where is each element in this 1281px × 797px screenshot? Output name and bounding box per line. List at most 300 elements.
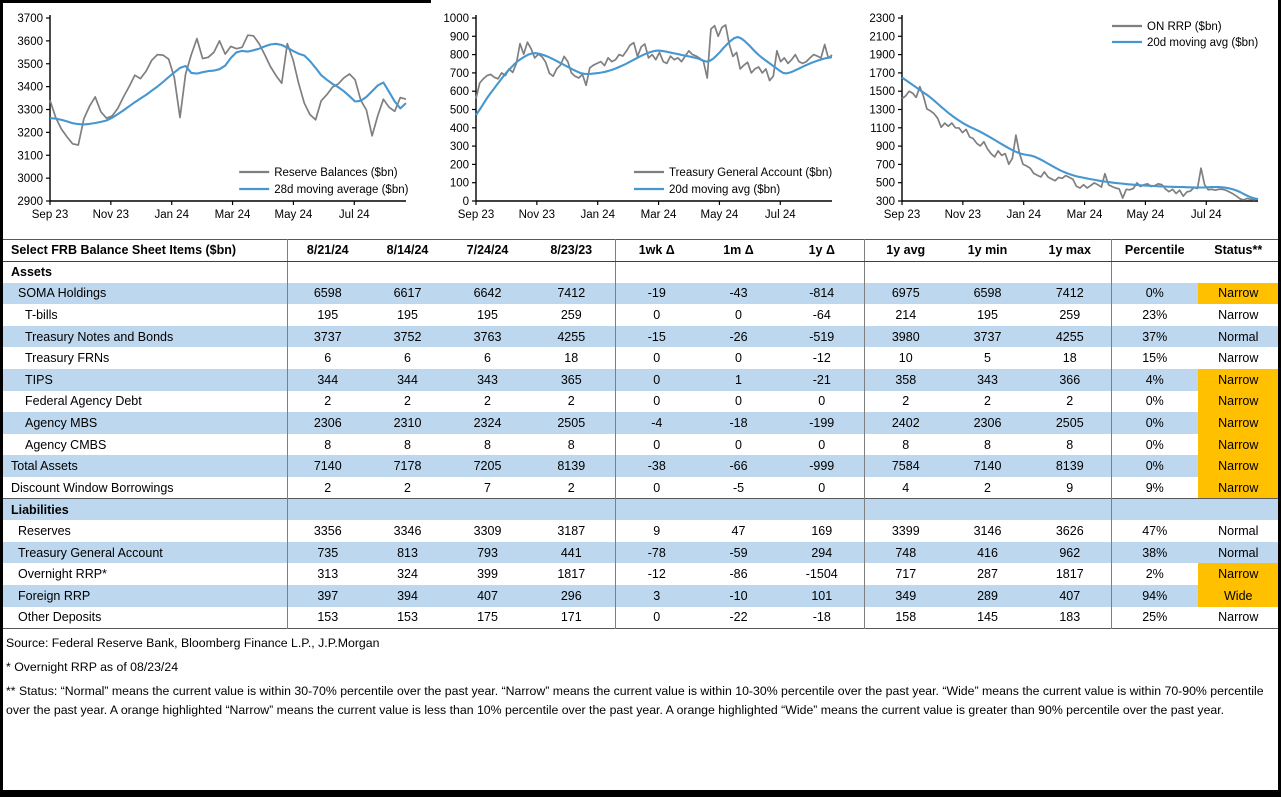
empty-cell — [947, 499, 1029, 521]
x-tick-label: May 24 — [274, 209, 313, 221]
empty-cell — [1198, 499, 1280, 521]
chart-on-rrp — [854, 5, 1280, 237]
value-cell: 37% — [1112, 326, 1198, 348]
value-cell: 0% — [1145, 394, 1164, 409]
empty-cell — [865, 261, 947, 283]
value-cell: 344 — [368, 369, 448, 391]
y-tick-label: 1100 — [870, 122, 895, 135]
value-cell: 259 — [1029, 304, 1112, 326]
legend-label: 28d moving average ($bn) — [274, 184, 409, 196]
value-cell: 171 — [528, 607, 616, 629]
x-tick-label: Mar 24 — [214, 209, 251, 221]
value-cell: 195 — [977, 308, 998, 323]
column-header: 1y avg — [865, 240, 947, 262]
value-cell: 0% — [1112, 412, 1198, 434]
value-cell: 0 — [653, 351, 661, 366]
table-row — [3, 520, 1280, 542]
value-cell: 324 — [397, 567, 418, 582]
value-cell: 962 — [1029, 542, 1112, 564]
value-cell: 9 — [653, 524, 661, 539]
value-cell: 349 — [865, 585, 947, 607]
value-cell: 5 — [984, 351, 991, 366]
empty-cell — [1112, 261, 1198, 283]
empty-cell — [368, 261, 448, 283]
value-cell: 8 — [1029, 434, 1112, 456]
value-cell: 287 — [977, 567, 998, 582]
value-cell: 416 — [947, 542, 1029, 564]
status-cell: Narrow — [1218, 351, 1259, 366]
row-label: Agency CMBS — [3, 434, 288, 456]
value-cell: 2 — [902, 394, 910, 409]
value-cell: -66 — [698, 455, 780, 477]
empty-cell — [780, 261, 865, 283]
value-cell: 813 — [368, 542, 448, 564]
value-cell: 407 — [448, 585, 528, 607]
column-header: Percentile — [1112, 240, 1198, 262]
value-cell: 183 — [1029, 607, 1112, 629]
y-tick-label: 800 — [449, 49, 469, 62]
value-cell: 394 — [368, 585, 448, 607]
value-cell: 6642 — [448, 283, 528, 305]
value-cell: 793 — [448, 542, 528, 564]
row-label: Treasury General Account — [3, 542, 288, 564]
y-tick-label: 200 — [449, 159, 469, 172]
legend-label: ON RRP ($bn) — [1147, 21, 1222, 33]
table-row — [3, 283, 1280, 305]
row-label: Foreign RRP — [3, 585, 288, 607]
y-tick-label: 500 — [875, 177, 895, 190]
value-cell: 25% — [1142, 610, 1168, 625]
source-note: Source: Federal Reserve Bank, Bloomberg Finance L.P., J.P.Morgan — [6, 635, 380, 650]
value-cell: 2505 — [1029, 412, 1112, 434]
empty-cell — [865, 499, 947, 521]
value-cell: 294 — [780, 542, 865, 564]
status-cell: Normal — [1218, 524, 1259, 539]
value-cell: 23% — [1142, 308, 1168, 323]
value-cell: -78 — [616, 542, 698, 564]
value-cell: 0 — [780, 391, 865, 413]
y-tick-label: 3300 — [17, 104, 43, 117]
table-header-row — [3, 240, 1280, 262]
value-cell: 8 — [902, 437, 910, 452]
balance-sheet-table — [2, 239, 1280, 629]
section-row — [3, 261, 1280, 283]
value-cell: 145 — [977, 610, 998, 625]
y-tick-label: 2300 — [869, 13, 895, 25]
value-cell: 3626 — [1029, 520, 1112, 542]
x-tick-label: Jul 24 — [1190, 209, 1222, 221]
value-cell: 8 — [404, 437, 411, 452]
y-tick-label: 700 — [875, 159, 895, 172]
value-cell: 3763 — [448, 326, 528, 348]
value-cell: 47 — [731, 524, 746, 539]
y-tick-label: 900 — [875, 141, 895, 154]
value-cell: 2505 — [528, 412, 616, 434]
value-cell: 6598 — [947, 283, 1029, 305]
value-cell: -64 — [780, 304, 865, 326]
value-cell: 0% — [1145, 437, 1164, 452]
empty-cell — [448, 499, 528, 521]
value-cell: -86 — [729, 567, 748, 582]
value-cell: 3187 — [528, 520, 616, 542]
reserve-balances-plot — [2, 5, 428, 237]
value-cell: 0 — [735, 308, 742, 323]
value-cell: 735 — [288, 542, 368, 564]
charts-row — [0, 0, 1281, 237]
value-cell: 0 — [653, 308, 661, 323]
chart-reserve-balances — [2, 5, 428, 237]
status-cell: Normal — [1198, 542, 1280, 564]
value-cell: 2 — [528, 477, 616, 499]
x-tick-label: Nov 23 — [518, 209, 556, 221]
table-row — [3, 477, 1280, 499]
status-cell: Wide — [1198, 585, 1280, 607]
x-tick-label: Sep 23 — [457, 209, 495, 221]
value-cell: -59 — [698, 542, 780, 564]
row-label: Treasury FRNs — [3, 347, 288, 369]
series-line — [476, 25, 832, 99]
value-cell: 3146 — [973, 524, 1002, 539]
y-tick-label: 3400 — [17, 81, 43, 94]
value-cell: -12 — [647, 567, 666, 582]
value-cell: 289 — [947, 585, 1029, 607]
value-cell: 344 — [288, 369, 368, 391]
value-cell: 8 — [984, 437, 991, 452]
empty-cell — [780, 499, 865, 521]
value-cell: 2 — [404, 394, 411, 409]
empty-cell — [528, 261, 616, 283]
value-cell: 2% — [1145, 567, 1164, 582]
value-cell: 101 — [780, 585, 865, 607]
value-cell: 0 — [653, 437, 661, 452]
value-cell: 343 — [448, 369, 528, 391]
series-line — [476, 37, 832, 115]
value-cell: -519 — [780, 326, 865, 348]
value-cell: 4255 — [1029, 326, 1112, 348]
y-tick-label: 300 — [449, 141, 469, 154]
table-row — [3, 607, 1280, 629]
value-cell: 313 — [317, 567, 339, 582]
y-tick-label: 1300 — [869, 104, 895, 117]
empty-cell — [698, 261, 780, 283]
chart-treasury-general-account — [428, 5, 854, 237]
value-cell: 365 — [528, 369, 616, 391]
value-cell: 717 — [895, 567, 917, 582]
section-row — [3, 499, 1280, 521]
x-tick-label: Mar 24 — [640, 209, 677, 221]
value-cell: 8139 — [1029, 455, 1112, 477]
x-tick-label: Jan 24 — [580, 209, 615, 221]
value-cell: 158 — [895, 610, 917, 625]
row-label: SOMA Holdings — [3, 283, 288, 305]
value-cell: 343 — [947, 369, 1029, 391]
value-cell: 2 — [528, 391, 616, 413]
status-cell: Narrow — [1218, 610, 1259, 625]
empty-cell — [1029, 499, 1112, 521]
status-cell: Narrow — [1198, 391, 1280, 413]
value-cell: 0% — [1112, 455, 1198, 477]
legend-label: 20d moving avg ($bn) — [669, 184, 781, 196]
value-cell: 8139 — [528, 455, 616, 477]
status-cell: Narrow — [1218, 308, 1259, 323]
column-header: 1y max — [1029, 240, 1112, 262]
row-label: Liabilities — [3, 499, 288, 521]
y-tick-label: 600 — [449, 86, 469, 99]
x-tick-label: Jan 24 — [154, 209, 189, 221]
empty-cell — [288, 261, 368, 283]
value-cell: 3399 — [891, 524, 920, 539]
table-row — [3, 434, 1280, 456]
status-cell: Narrow — [1198, 412, 1280, 434]
value-cell: 441 — [528, 542, 616, 564]
value-cell: 195 — [477, 308, 498, 323]
value-cell: 8 — [528, 434, 616, 456]
empty-cell — [448, 261, 528, 283]
value-cell: -22 — [729, 610, 748, 625]
value-cell: 7412 — [1029, 283, 1112, 305]
value-cell: -26 — [698, 326, 780, 348]
table-row — [3, 455, 1280, 477]
empty-cell — [947, 261, 1029, 283]
value-cell: 3752 — [368, 326, 448, 348]
y-tick-label: 3200 — [17, 127, 43, 140]
row-label: Other Deposits — [3, 607, 288, 629]
table-row — [3, 585, 1280, 607]
value-cell: 1 — [698, 369, 780, 391]
status-definition-note: ** Status: “Normal” means the current value is within 30-70% percentile over the past year. “Narrow” means the current value is within 10-30% percentile over the past year. “Wide” means the current value is within 70-90% percentile over the past year. A orange highlighted “Narrow” means the current value is less than 10% percentile over the past year. A orange highlighted “Wide” means the current value is greater than 90% percentile over the past year. — [6, 684, 1264, 718]
value-cell: 0 — [653, 610, 661, 625]
value-cell: 2 — [1029, 391, 1112, 413]
value-cell: 4255 — [528, 326, 616, 348]
value-cell: 4 — [902, 480, 910, 495]
value-cell: 169 — [780, 520, 865, 542]
value-cell: 2 — [324, 394, 332, 409]
value-cell: -814 — [780, 283, 865, 305]
value-cell: 7 — [484, 480, 491, 495]
value-cell: 0 — [780, 477, 865, 499]
y-tick-label: 300 — [875, 196, 895, 208]
table-row — [3, 347, 1280, 369]
value-cell: 366 — [1029, 369, 1112, 391]
value-cell: -15 — [616, 326, 698, 348]
column-header: Status** — [1198, 240, 1280, 262]
column-header: 1y min — [947, 240, 1029, 262]
series-line — [50, 35, 406, 145]
series-line — [902, 87, 1258, 200]
value-cell: 94% — [1112, 585, 1198, 607]
value-cell: 3737 — [288, 326, 368, 348]
y-tick-label: 0 — [462, 196, 469, 208]
row-label: Discount Window Borrowings — [3, 477, 288, 499]
empty-cell — [616, 499, 698, 521]
value-cell: 2 — [404, 480, 411, 495]
value-cell: -999 — [780, 455, 865, 477]
value-cell: 3309 — [473, 524, 502, 539]
value-cell: 7178 — [368, 455, 448, 477]
value-cell: 18 — [528, 347, 616, 369]
page-edge-bottom — [0, 790, 1281, 797]
empty-cell — [288, 499, 368, 521]
value-cell: 3 — [616, 585, 698, 607]
value-cell: 3980 — [865, 326, 947, 348]
row-label: Assets — [3, 261, 288, 283]
y-tick-label: 2900 — [17, 196, 43, 208]
x-tick-label: Sep 23 — [883, 209, 921, 221]
value-cell: 2310 — [368, 412, 448, 434]
value-cell: 6 — [404, 351, 411, 366]
value-cell: -38 — [616, 455, 698, 477]
empty-cell — [698, 499, 780, 521]
value-cell: 7205 — [448, 455, 528, 477]
status-cell: Narrow — [1198, 477, 1280, 499]
value-cell: 1817 — [528, 563, 616, 585]
empty-cell — [1112, 499, 1198, 521]
value-cell: 18 — [1029, 347, 1112, 369]
value-cell: 195 — [317, 308, 339, 323]
y-tick-label: 900 — [449, 31, 469, 44]
value-cell: 397 — [288, 585, 368, 607]
value-cell: 38% — [1112, 542, 1198, 564]
value-cell: 175 — [477, 610, 498, 625]
y-tick-label: 100 — [449, 177, 469, 190]
empty-cell — [1198, 261, 1280, 283]
status-cell: Narrow — [1198, 434, 1280, 456]
value-cell: 2306 — [288, 412, 368, 434]
treasury-general-account-plot — [428, 5, 854, 237]
row-label: Treasury Notes and Bonds — [3, 326, 288, 348]
value-cell: 2 — [984, 480, 991, 495]
value-cell: -19 — [616, 283, 698, 305]
table-row — [3, 304, 1280, 326]
value-cell: 0 — [653, 480, 661, 495]
table-row — [3, 369, 1280, 391]
footnotes — [6, 635, 1276, 721]
y-tick-label: 3100 — [17, 150, 43, 163]
value-cell: 2306 — [947, 412, 1029, 434]
value-cell: 9 — [1029, 477, 1112, 499]
value-cell: 2 — [984, 394, 991, 409]
value-cell: 407 — [1029, 585, 1112, 607]
y-tick-label: 400 — [449, 122, 469, 135]
on-rrp-plot — [854, 5, 1280, 237]
value-cell: 8 — [484, 437, 491, 452]
value-cell: 6 — [324, 351, 332, 366]
legend-label: Treasury General Account ($bn) — [669, 167, 833, 179]
legend-label: Reserve Balances ($bn) — [274, 167, 398, 179]
value-cell: 7140 — [947, 455, 1029, 477]
value-cell: 0% — [1112, 283, 1198, 305]
value-cell: 2402 — [865, 412, 947, 434]
legend-label: 20d moving avg ($bn) — [1147, 37, 1259, 49]
table-row — [3, 542, 1280, 564]
value-cell: 0 — [653, 394, 661, 409]
value-cell: 214 — [895, 308, 917, 323]
empty-cell — [368, 499, 448, 521]
value-cell: 195 — [397, 308, 418, 323]
value-cell: 0 — [780, 434, 865, 456]
column-header: 7/24/24 — [448, 240, 528, 262]
value-cell: 2 — [324, 480, 332, 495]
table-row — [3, 412, 1280, 434]
x-tick-label: Sep 23 — [31, 209, 69, 221]
column-header: 8/14/24 — [368, 240, 448, 262]
table-row — [3, 326, 1280, 348]
value-cell: 7584 — [865, 455, 947, 477]
value-cell: 399 — [477, 567, 498, 582]
value-cell: 3346 — [393, 524, 422, 539]
y-tick-label: 3000 — [17, 173, 43, 186]
row-label: Reserves — [3, 520, 288, 542]
row-label: Total Assets — [3, 455, 288, 477]
value-cell: 4% — [1112, 369, 1198, 391]
y-tick-label: 500 — [449, 104, 469, 117]
x-tick-label: Jan 24 — [1006, 209, 1041, 221]
value-cell: 1817 — [1029, 563, 1112, 585]
column-header: 8/21/24 — [288, 240, 368, 262]
empty-cell — [1029, 261, 1112, 283]
value-cell: 47% — [1142, 524, 1168, 539]
value-cell: -199 — [780, 412, 865, 434]
column-header: 8/23/23 — [528, 240, 616, 262]
value-cell: -18 — [780, 607, 865, 629]
value-cell: 6617 — [368, 283, 448, 305]
status-cell: Narrow — [1198, 283, 1280, 305]
status-cell: Narrow — [1198, 455, 1280, 477]
value-cell: 0 — [735, 351, 742, 366]
status-cell: Normal — [1198, 326, 1280, 348]
row-label: T-bills — [3, 304, 288, 326]
y-tick-label: 1900 — [869, 49, 895, 62]
y-tick-label: 1700 — [869, 67, 895, 80]
y-tick-label: 700 — [449, 67, 469, 80]
row-label: Overnight RRP* — [3, 563, 288, 585]
value-cell: 0 — [735, 437, 742, 452]
y-tick-label: 3600 — [17, 35, 43, 48]
status-cell: Narrow — [1198, 563, 1280, 585]
x-tick-label: Nov 23 — [944, 209, 982, 221]
x-tick-label: Mar 24 — [1066, 209, 1103, 221]
row-label: TIPS — [3, 369, 288, 391]
y-tick-label: 3500 — [17, 58, 43, 71]
x-tick-label: May 24 — [700, 209, 739, 221]
value-cell: 358 — [865, 369, 947, 391]
row-label: Federal Agency Debt — [3, 391, 288, 413]
page-edge-left — [0, 0, 3, 797]
value-cell: -5 — [732, 480, 745, 495]
value-cell: 259 — [528, 304, 616, 326]
rrp-asof-note: * Overnight RRP as of 08/23/24 — [6, 659, 179, 674]
table-row — [3, 391, 1280, 413]
page-edge-top — [0, 0, 431, 3]
value-cell: 7412 — [528, 283, 616, 305]
y-tick-label: 1000 — [443, 13, 469, 25]
value-cell: 3737 — [947, 326, 1029, 348]
x-tick-label: Jul 24 — [338, 209, 370, 221]
empty-cell — [616, 261, 698, 283]
value-cell: 0 — [616, 369, 698, 391]
value-cell: -1504 — [780, 563, 865, 585]
y-tick-label: 2100 — [869, 31, 895, 44]
row-label: Agency MBS — [3, 412, 288, 434]
value-cell: 6975 — [865, 283, 947, 305]
value-cell: -10 — [698, 585, 780, 607]
x-tick-label: Jul 24 — [764, 209, 796, 221]
table-row — [3, 563, 1280, 585]
value-cell: 2 — [484, 394, 491, 409]
value-cell: 0 — [735, 394, 742, 409]
x-tick-label: May 24 — [1126, 209, 1165, 221]
value-cell: 748 — [865, 542, 947, 564]
